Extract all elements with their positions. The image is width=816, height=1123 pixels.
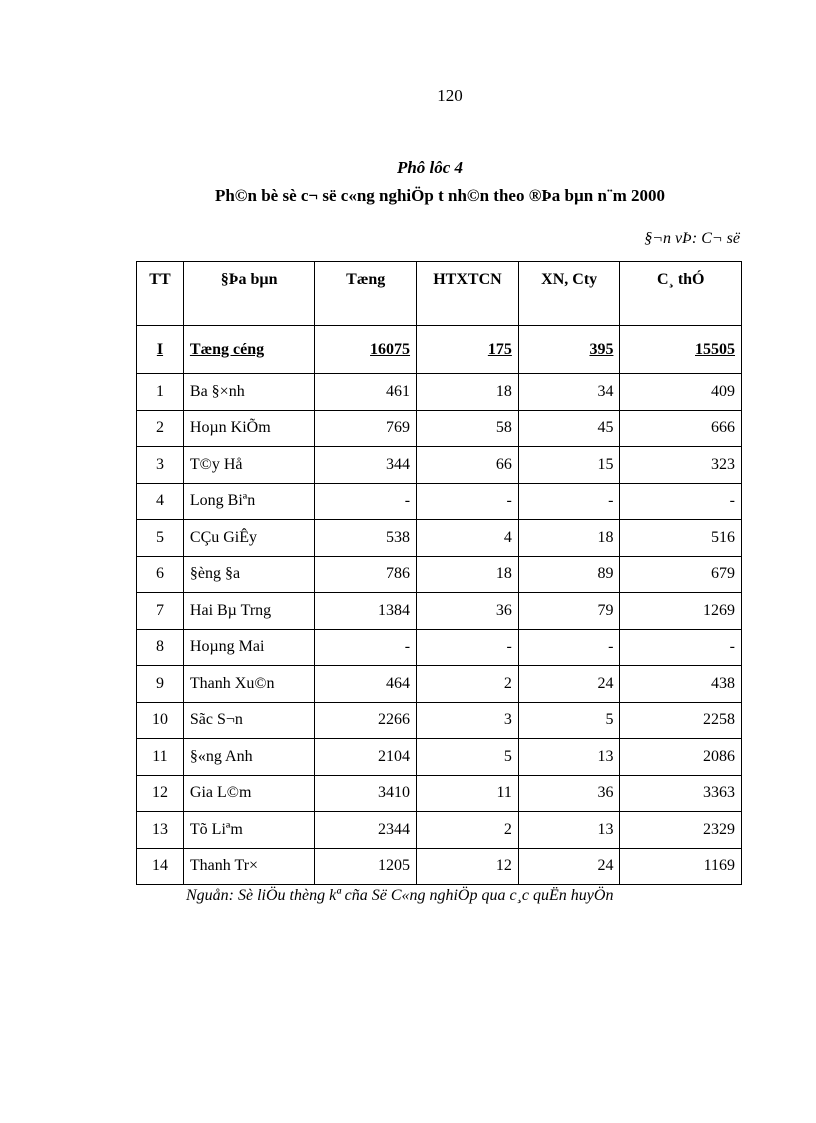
- row-total: -: [315, 629, 417, 666]
- row-htxtcn: 36: [417, 593, 519, 630]
- row-total: 1205: [315, 848, 417, 885]
- row-htxtcn: 12: [417, 848, 519, 885]
- row-individual: -: [620, 629, 742, 666]
- table-row: [137, 556, 742, 593]
- row-area: Sãc S¬n: [183, 702, 314, 739]
- total-sum: 16075: [315, 326, 417, 374]
- unit-label: §¬n vÞ: C¬ së: [644, 230, 740, 247]
- row-individual: 438: [620, 666, 742, 703]
- row-xn-cty: 36: [518, 775, 620, 812]
- row-total: 464: [315, 666, 417, 703]
- table-row: [137, 374, 742, 411]
- row-individual: 3363: [620, 775, 742, 812]
- row-index: 2: [137, 410, 184, 447]
- row-area: Hai Bµ Trng: [183, 593, 314, 630]
- row-area: Gia L©m: [183, 775, 314, 812]
- table-row: [137, 447, 742, 484]
- row-area: Tõ Liªm: [183, 812, 314, 849]
- row-htxtcn: 18: [417, 374, 519, 411]
- row-individual: 516: [620, 520, 742, 557]
- row-xn-cty: -: [518, 483, 620, 520]
- row-individual: 1269: [620, 593, 742, 630]
- total-row: [137, 326, 742, 374]
- table-row: [137, 775, 742, 812]
- table-row: [137, 410, 742, 447]
- row-area: CÇu GiÊy: [183, 520, 314, 557]
- table-title: Ph©n bè sè c¬ së c«ng nghiÖp t nh©n theo ®Þa bµn n¨m 2000: [214, 186, 666, 205]
- table-row: [137, 593, 742, 630]
- row-index: 9: [137, 666, 184, 703]
- row-htxtcn: 11: [417, 775, 519, 812]
- row-total: 1384: [315, 593, 417, 630]
- row-total: 2104: [315, 739, 417, 776]
- row-total: 769: [315, 410, 417, 447]
- row-area: §«ng Anh: [183, 739, 314, 776]
- row-htxtcn: 4: [417, 520, 519, 557]
- row-index: 6: [137, 556, 184, 593]
- row-area: Thanh Tr×: [183, 848, 314, 885]
- table-row: [137, 702, 742, 739]
- row-index: 13: [137, 812, 184, 849]
- row-area: T©y Hå: [183, 447, 314, 484]
- row-area: Long Biªn: [183, 483, 314, 520]
- header-row: [137, 262, 742, 326]
- header-individual: C¸ thÓ: [620, 262, 742, 326]
- row-index: 12: [137, 775, 184, 812]
- total-individual: 15505: [620, 326, 742, 374]
- row-area: §èng §a: [183, 556, 314, 593]
- header-area: §Þa bµn: [183, 262, 314, 326]
- row-index: 14: [137, 848, 184, 885]
- row-htxtcn: 2: [417, 812, 519, 849]
- row-xn-cty: 79: [518, 593, 620, 630]
- header-tt: TT: [137, 262, 184, 326]
- table-row: [137, 666, 742, 703]
- header-xn-cty: XN, Cty: [518, 262, 620, 326]
- row-xn-cty: 13: [518, 812, 620, 849]
- row-xn-cty: 24: [518, 848, 620, 885]
- row-total: 461: [315, 374, 417, 411]
- row-individual: 323: [620, 447, 742, 484]
- row-htxtcn: 3: [417, 702, 519, 739]
- header-total: Tæng: [315, 262, 417, 326]
- table-row: [137, 739, 742, 776]
- row-individual: 2329: [620, 812, 742, 849]
- row-total: 3410: [315, 775, 417, 812]
- table-row: [137, 629, 742, 666]
- row-area: Thanh Xu©n: [183, 666, 314, 703]
- row-area: Hoµng Mai: [183, 629, 314, 666]
- row-index: 4: [137, 483, 184, 520]
- row-area: Hoµn KiÕm: [183, 410, 314, 447]
- row-htxtcn: -: [417, 629, 519, 666]
- row-xn-cty: 24: [518, 666, 620, 703]
- row-xn-cty: -: [518, 629, 620, 666]
- table-row: [137, 848, 742, 885]
- table-row: [137, 483, 742, 520]
- table-row: [137, 520, 742, 557]
- row-individual: 409: [620, 374, 742, 411]
- row-index: 3: [137, 447, 184, 484]
- total-xn-cty: 395: [518, 326, 620, 374]
- row-htxtcn: 2: [417, 666, 519, 703]
- row-index: 10: [137, 702, 184, 739]
- row-individual: 1169: [620, 848, 742, 885]
- row-htxtcn: 18: [417, 556, 519, 593]
- row-xn-cty: 18: [518, 520, 620, 557]
- page-number: 120: [437, 86, 463, 105]
- row-individual: 679: [620, 556, 742, 593]
- row-htxtcn: -: [417, 483, 519, 520]
- row-total: 786: [315, 556, 417, 593]
- row-individual: 666: [620, 410, 742, 447]
- appendix-label: Phô lôc 4: [396, 158, 464, 177]
- row-individual: -: [620, 483, 742, 520]
- total-label: Tæng céng: [183, 326, 314, 374]
- row-index: 7: [137, 593, 184, 630]
- row-xn-cty: 13: [518, 739, 620, 776]
- row-total: -: [315, 483, 417, 520]
- row-index: 1: [137, 374, 184, 411]
- header-htxtcn: HTXTCN: [417, 262, 519, 326]
- total-htxtcn: 175: [417, 326, 519, 374]
- row-index: 5: [137, 520, 184, 557]
- table-row: [137, 812, 742, 849]
- row-total: 2344: [315, 812, 417, 849]
- row-xn-cty: 89: [518, 556, 620, 593]
- row-individual: 2086: [620, 739, 742, 776]
- row-total: 538: [315, 520, 417, 557]
- row-individual: 2258: [620, 702, 742, 739]
- source-note: Nguån: Sè liÖu thèng kª cña Së C«ng nghiÖp qua c¸c quËn huyÖn: [186, 887, 614, 904]
- row-total: 344: [315, 447, 417, 484]
- row-total: 2266: [315, 702, 417, 739]
- row-xn-cty: 34: [518, 374, 620, 411]
- row-index: 8: [137, 629, 184, 666]
- total-index: I: [137, 326, 184, 374]
- row-htxtcn: 58: [417, 410, 519, 447]
- row-htxtcn: 66: [417, 447, 519, 484]
- row-xn-cty: 15: [518, 447, 620, 484]
- row-index: 11: [137, 739, 184, 776]
- row-htxtcn: 5: [417, 739, 519, 776]
- statistics-table: [136, 261, 742, 885]
- row-xn-cty: 5: [518, 702, 620, 739]
- row-area: Ba §×nh: [183, 374, 314, 411]
- row-xn-cty: 45: [518, 410, 620, 447]
